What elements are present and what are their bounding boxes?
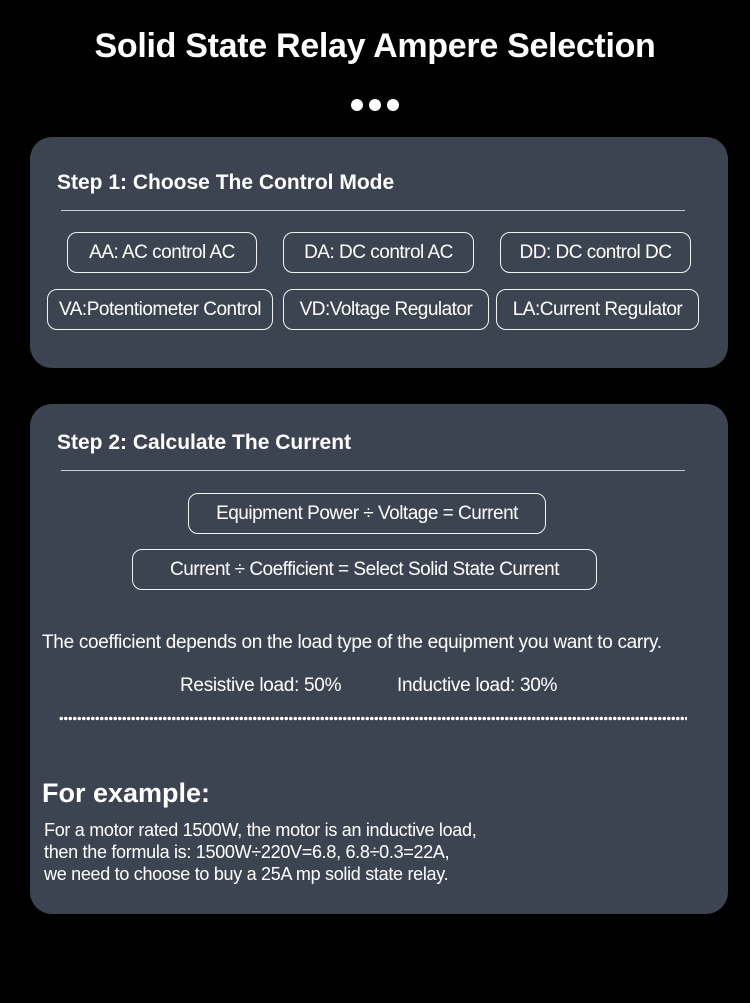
- mode-aa: AA: AC control AC: [67, 232, 257, 273]
- dot: [351, 99, 363, 111]
- wavy-divider: [59, 716, 687, 724]
- step2-heading: Step 2: Calculate The Current: [57, 431, 352, 454]
- example-line: For a motor rated 1500W, the motor is an inductive load,: [44, 820, 477, 840]
- page-title: Solid State Relay Ampere Selection: [94, 27, 656, 65]
- example-text: [44, 819, 476, 885]
- divider: [61, 210, 685, 211]
- step1-heading: Step 1: Choose The Control Mode: [57, 171, 395, 194]
- example-line: then the formula is: 1500W÷220V=6.8, 6.8÷0.3=22A,: [44, 842, 450, 862]
- mode-la: LA:Current Regulator: [496, 289, 699, 330]
- example-line: we need to choose to buy a 25A mp solid state relay.: [44, 864, 449, 884]
- coefficient-note: The coefficient depends on the load type of the equipment you want to carry.: [42, 632, 662, 653]
- inductive-load: Inductive load: 30%: [397, 675, 558, 696]
- resistive-load: Resistive load: 50%: [180, 675, 342, 696]
- step2-card: [30, 404, 728, 914]
- formula-select-current: Current ÷ Coefficient = Select Solid State Current: [132, 549, 597, 590]
- formula-current: Equipment Power ÷ Voltage = Current: [188, 493, 546, 534]
- step1-card: [30, 137, 728, 368]
- more-dots-icon: [0, 99, 750, 111]
- mode-vd: VD:Voltage Regulator: [283, 289, 489, 330]
- mode-dd: DD: DC control DC: [500, 232, 691, 273]
- mode-va: VA:Potentiometer Control: [47, 289, 273, 330]
- example-heading: For example:: [42, 778, 211, 808]
- dot: [369, 99, 381, 111]
- divider: [61, 470, 685, 471]
- mode-da: DA: DC control AC: [283, 232, 474, 273]
- dot: [387, 99, 399, 111]
